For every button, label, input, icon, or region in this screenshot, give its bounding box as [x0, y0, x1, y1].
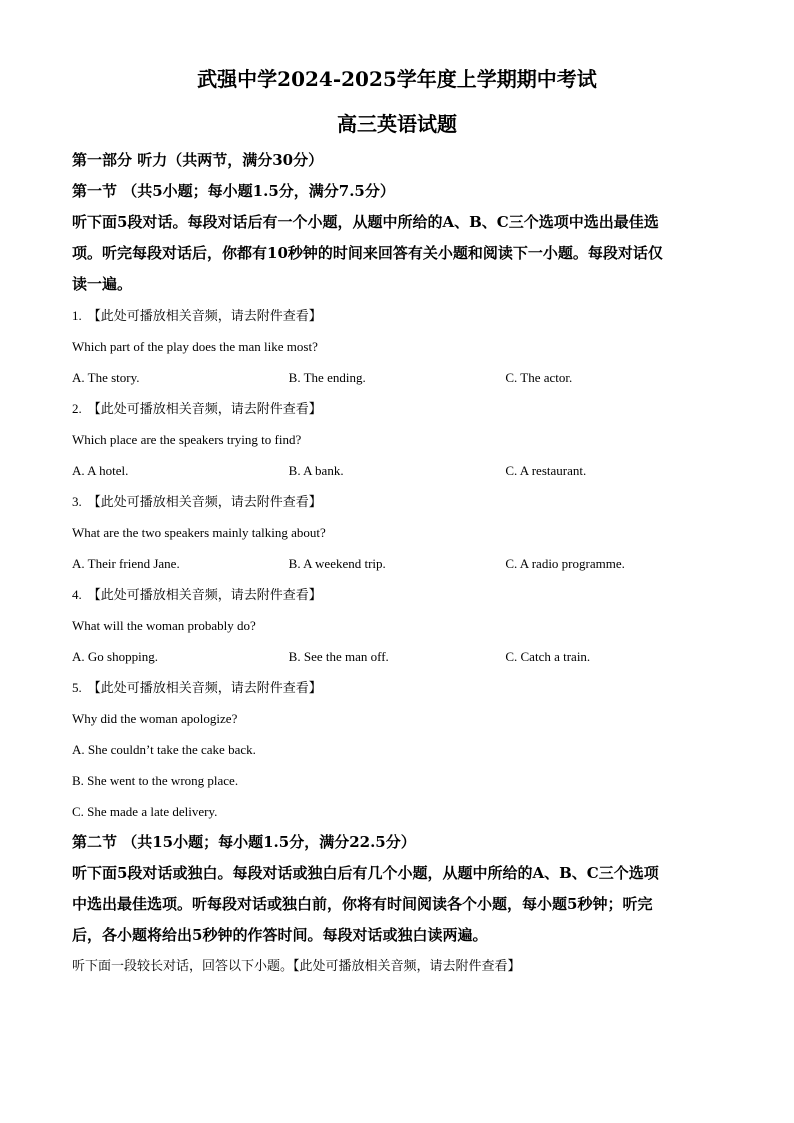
part-heading: 第一部分 听力（共两节，满分30分）: [72, 151, 324, 169]
option-c: C. A restaurant.: [505, 463, 587, 478]
question-text: What will the woman probably do?: [72, 618, 256, 633]
exam-title: 武强中学2024-2025学年度上学期期中考试: [197, 67, 597, 91]
option-c: C. The actor.: [505, 370, 573, 385]
option-b: B. See the man off.: [288, 649, 389, 664]
option-c: C. A radio programme.: [505, 556, 625, 571]
option-c: C. She made a late delivery.: [72, 804, 218, 819]
option-row: [72, 548, 722, 579]
option-row: [72, 362, 722, 393]
section1-instruction-line: 读一遍。: [72, 275, 133, 293]
question-number: 2.: [72, 401, 82, 416]
exam-page: [72, 66, 722, 982]
section2-heading: 第二节 （共15小题；每小题1.5分，满分22.5分）: [72, 833, 416, 851]
section1-instruction-line: 项。听完每段对话后，你都有10秒钟的时间来回答有关小题和阅读下一小题。每段对话仅: [72, 244, 663, 262]
option-b: B. The ending.: [288, 370, 366, 385]
question-number: 3.: [72, 494, 82, 509]
question-audio-line: [72, 672, 722, 703]
question-number: 4.: [72, 587, 82, 602]
audio-link[interactable]: 【此处可播放相关音频，请去附件查看】: [87, 680, 322, 695]
audio-link[interactable]: 【此处可播放相关音频，请去附件查看】: [87, 587, 322, 602]
question-audio-line: [72, 486, 722, 517]
audio-link[interactable]: 【此处可播放相关音频，请去附件查看】: [87, 308, 322, 323]
option-c: C. Catch a train.: [505, 649, 591, 664]
question-audio-line: [72, 579, 722, 610]
question-text: Which place are the speakers trying to find?: [72, 432, 302, 447]
question-text: What are the two speakers mainly talking about?: [72, 525, 326, 540]
question-number: 5.: [72, 680, 82, 695]
option-b: B. A weekend trip.: [288, 556, 386, 571]
question-audio-line: [72, 300, 722, 331]
question-text: Which part of the play does the man like most?: [72, 339, 318, 354]
exam-subtitle: 高三英语试题: [337, 112, 457, 136]
section1-heading: 第一节 （共5小题；每小题1.5分，满分7.5分）: [72, 182, 395, 200]
audio-link[interactable]: 【此处可播放相关音频，请去附件查看】: [87, 401, 322, 416]
option-a: A. She couldn’t take the cake back.: [72, 742, 256, 757]
question-number: 1.: [72, 308, 82, 323]
option-row: [72, 455, 722, 486]
section1-instruction-line: 听下面5段对话。每段对话后有一个小题，从题中所给的A、B、C三个选项中选出最佳选: [72, 213, 659, 231]
section2-lead-text: 听下面一段较长对话，回答以下小题。【此处可播放相关音频，请去附件查看】: [72, 959, 521, 974]
question-audio-line: [72, 393, 722, 424]
option-a: A. Their friend Jane.: [72, 556, 180, 571]
question-text: Why did the woman apologize?: [72, 711, 238, 726]
section2-instruction-line: 中选出最佳选项。听每段对话或独白前，你将有时间阅读各个小题，每小题5秒钟；听完: [72, 895, 653, 913]
section2-instruction-line: 后，各小题将给出5秒钟的作答时间。每段对话或独白读两遍。: [72, 926, 488, 944]
option-row: [72, 641, 722, 672]
option-a: A. A hotel.: [72, 463, 129, 478]
option-a: A. The story.: [72, 370, 140, 385]
option-b: B. She went to the wrong place.: [72, 773, 239, 788]
audio-link[interactable]: 【此处可播放相关音频，请去附件查看】: [87, 494, 322, 509]
section2-instruction-line: 听下面5段对话或独白。每段对话或独白后有几个小题，从题中所给的A、B、C三个选项: [72, 864, 659, 882]
option-b: B. A bank.: [288, 463, 344, 478]
option-a: A. Go shopping.: [72, 649, 158, 664]
